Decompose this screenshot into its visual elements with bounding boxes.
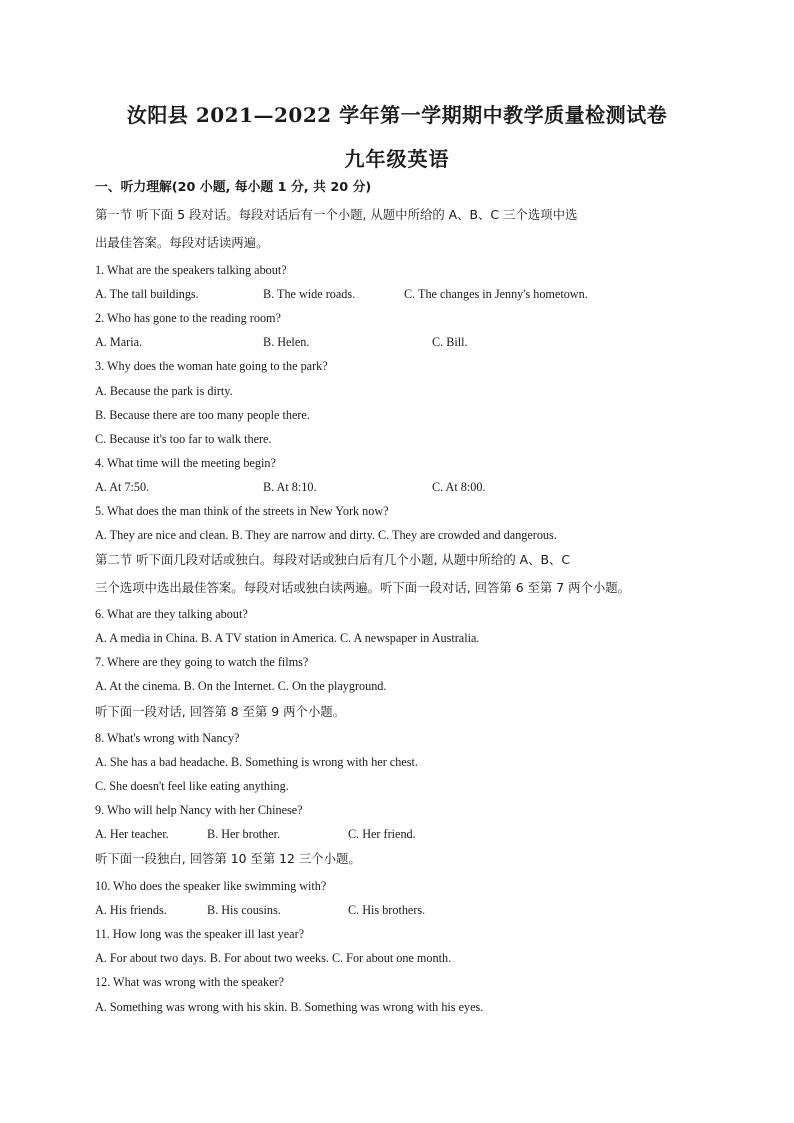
section1-instruction-line2: 出最佳答案。每段对话读两遍。 — [95, 235, 269, 250]
q12-stem: 12. What was wrong with the speaker? — [95, 975, 284, 989]
q2-option-c: C. Bill. — [432, 335, 468, 349]
q1-option-c: C. The changes in Jenny's hometown. — [404, 287, 588, 301]
q10-option-a: A. His friends. — [95, 903, 167, 917]
q2-stem: 2. Who has gone to the reading room? — [95, 311, 281, 325]
q1-options — [95, 286, 588, 302]
q9-stem: 9. Who will help Nancy with her Chinese? — [95, 803, 303, 817]
q9-options — [95, 826, 416, 842]
q4-option-b: B. At 8:10. — [263, 480, 317, 494]
q8-stem: 8. What's wrong with Nancy? — [95, 731, 240, 745]
q10-options — [95, 902, 425, 918]
q4-option-c: C. At 8:00. — [432, 480, 486, 494]
q6-stem: 6. What are they talking about? — [95, 607, 248, 621]
q1-option-a: A. The tall buildings. — [95, 287, 199, 301]
q2-option-b: B. Helen. — [263, 335, 310, 349]
q3-stem: 3. Why does the woman hate going to the park? — [95, 359, 328, 373]
q7-options: A. At the cinema. B. On the Internet. C. On the playground. — [95, 679, 387, 693]
q10-option-b: B. His cousins. — [207, 903, 281, 917]
q5-options: A. They are nice and clean. B. They are narrow and dirty. C. They are crowded and dangerous. — [95, 528, 557, 542]
exam-subtitle: 九年级英语 — [344, 147, 450, 171]
q3-option-c: C. Because it's too far to walk there. — [95, 432, 272, 446]
q7-stem: 7. Where are they going to watch the films? — [95, 655, 309, 669]
q9-option-a: A. Her teacher. — [95, 827, 169, 841]
q10-stem: 10. Who does the speaker like swimming with? — [95, 879, 327, 893]
q4-option-a: A. At 7:50. — [95, 480, 150, 494]
section2-instruction-line1: 第二节 听下面几段对话或独白。每段对话或独白后有几个小题, 从题中所给的 A、B、C — [95, 552, 571, 567]
q2-options — [95, 334, 468, 350]
part1-heading: 一、听力理解(20 小题, 每小题 1 分, 共 20 分) — [95, 180, 372, 195]
q6-options: A. A media in China. B. A TV station in America. C. A newspaper in Australia. — [95, 631, 480, 645]
q12-options-ab: A. Something was wrong with his skin. B. Something was wrong with his eyes. — [95, 1000, 484, 1014]
q11-options: A. For about two days. B. For about two weeks. C. For about one month. — [95, 951, 452, 965]
q3-option-a: A. Because the park is dirty. — [95, 384, 233, 398]
instruction-q8-q9: 听下面一段对话, 回答第 8 至第 9 两个小题。 — [95, 704, 346, 719]
q3-option-b: B. Because there are too many people there. — [95, 408, 310, 422]
q8-options-ab: A. She has a bad headache. B. Something is wrong with her chest. — [95, 755, 418, 769]
q9-option-b: B. Her brother. — [207, 827, 281, 841]
q11-stem: 11. How long was the speaker ill last year? — [95, 927, 305, 941]
section1-instruction-line1: 第一节 听下面 5 段对话。每段对话后有一个小题, 从题中所给的 A、B、C 三个选项中选 — [95, 207, 578, 222]
q2-option-a: A. Maria. — [95, 335, 143, 349]
q1-option-b: B. The wide roads. — [263, 287, 356, 301]
q4-stem: 4. What time will the meeting begin? — [95, 456, 276, 470]
q10-option-c: C. His brothers. — [348, 903, 426, 917]
q9-option-c: C. Her friend. — [348, 827, 416, 841]
instruction-q10-q12: 听下面一段独白, 回答第 10 至第 12 三个小题。 — [95, 851, 361, 866]
exam-title: 汝阳县 2021—2022 学年第一学期期中教学质量检测试卷 — [126, 103, 668, 127]
section2-instruction-line2: 三个选项中选出最佳答案。每段对话或独白读两遍。听下面一段对话, 回答第 6 至第 7 两个小题。 — [95, 580, 631, 595]
q5-stem: 5. What does the man think of the streets in New York now? — [95, 504, 389, 518]
q1-stem: 1. What are the speakers talking about? — [95, 263, 287, 277]
q4-options — [95, 479, 486, 495]
q8-option-c: C. She doesn't feel like eating anything. — [95, 779, 289, 793]
